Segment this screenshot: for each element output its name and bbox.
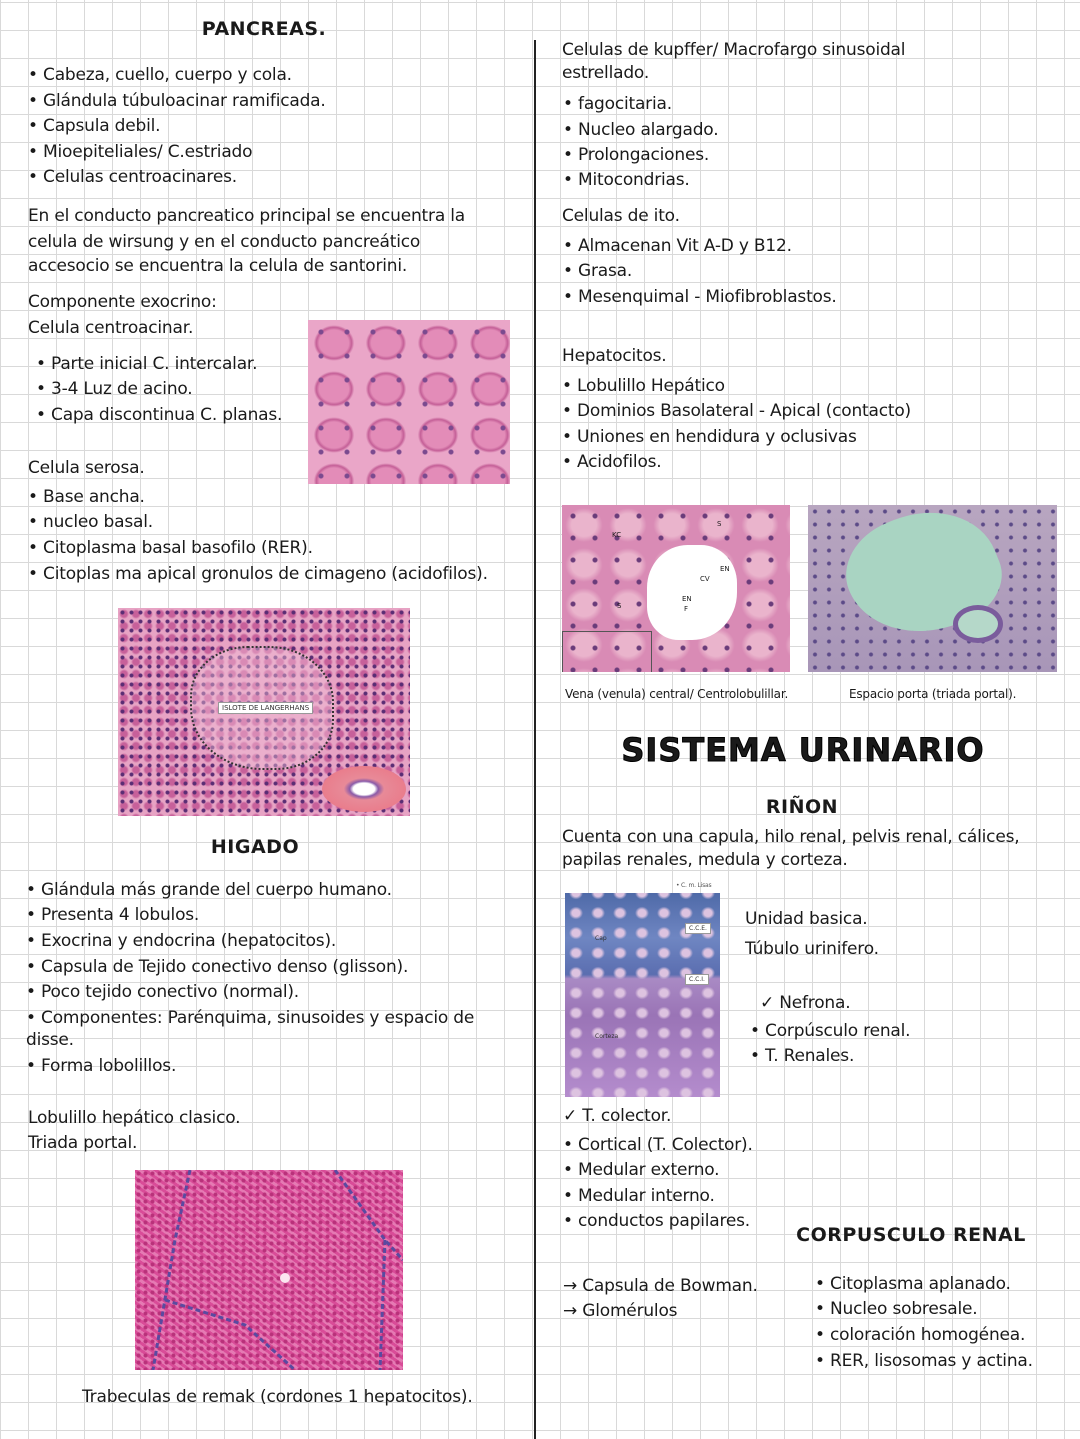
hepatocitos-bullet: • Dominios Basolateral - Apical (contacto) bbox=[562, 401, 911, 421]
colector-bullet: • Medular externo. bbox=[563, 1160, 720, 1180]
portal-space-caption: Espacio porta (triada portal). bbox=[849, 687, 1017, 701]
unidad-text: Unidad basica. bbox=[745, 909, 868, 929]
kupffer-bullet: • Prolongaciones. bbox=[563, 145, 710, 165]
pancreas-bullet: • Celulas centroacinares. bbox=[28, 167, 237, 187]
s-label: S bbox=[717, 520, 722, 528]
lobule-outline bbox=[135, 1170, 403, 1370]
centroacinar-title: Celula centroacinar. bbox=[28, 318, 194, 338]
kc-label: KC bbox=[612, 531, 622, 539]
s-label: S bbox=[617, 602, 622, 610]
colector-bullet: • Medular interno. bbox=[563, 1186, 715, 1206]
lobulillo-text: Lobulillo hepático clasico. bbox=[28, 1108, 241, 1128]
central-vein-caption: Vena (venula) central/ Centrolobulillar. bbox=[565, 687, 789, 701]
f-label: F bbox=[684, 605, 689, 613]
ito-bullet: • Grasa. bbox=[563, 261, 633, 281]
kupffer-title: Celulas de kupffer/ Macrofargo sinusoidal bbox=[562, 40, 906, 60]
cap-label: Cap bbox=[595, 935, 607, 942]
kupffer-title: estrellado. bbox=[562, 63, 650, 83]
central-vein-micrograph bbox=[562, 505, 790, 672]
kupffer-bullet: • fagocitaria. bbox=[563, 94, 672, 114]
pancreas-bullet: • Cabeza, cuello, cuerpo y cola. bbox=[28, 65, 292, 85]
higado-bullet: • Exocrina y endocrina (hepatocitos). bbox=[26, 931, 337, 951]
duct-structure bbox=[322, 766, 406, 812]
hepatocitos-bullet: • Acidofilos. bbox=[562, 452, 662, 472]
corpusculo-bullet: • Citoplasma aplanado. bbox=[815, 1274, 1011, 1294]
pancreas-bullet: • Capsula debil. bbox=[28, 116, 161, 136]
cml-label: • C. m. Lisas bbox=[676, 882, 712, 889]
pancreas-paragraph: En el conducto pancreatico principal se encuentra la bbox=[28, 206, 465, 226]
nefrona-text: ✓ Nefrona. bbox=[760, 993, 851, 1013]
corpusculo-bullet: • Nucleo sobresale. bbox=[815, 1299, 978, 1319]
serosa-bullet: • Citoplas ma apical gronulos de cimageno (acidofilos). bbox=[28, 564, 488, 584]
column-divider bbox=[534, 40, 536, 1439]
centroacinar-bullet: • 3-4 Luz de acino. bbox=[36, 379, 193, 399]
pancreas-bullet: • Glándula túbuloacinar ramificada. bbox=[28, 91, 326, 111]
centroacinar-micrograph bbox=[308, 320, 510, 484]
inset-box bbox=[562, 631, 652, 672]
triada-text: Triada portal. bbox=[28, 1133, 138, 1153]
tubulo-text: Túbulo urinifero. bbox=[745, 939, 879, 959]
cce-label: C.C.E. bbox=[685, 923, 711, 934]
kidney-micrograph bbox=[565, 893, 720, 1097]
ito-bullet: • Almacenan Vit A-D y B12. bbox=[563, 236, 792, 256]
ito-bullet: • Mesenquimal - Miofibroblastos. bbox=[563, 287, 837, 307]
ito-title: Celulas de ito. bbox=[562, 206, 680, 226]
pancreas-paragraph: celula de wirsung y en el conducto pancreático bbox=[28, 232, 421, 252]
higado-bullet: • Presenta 4 lobulos. bbox=[26, 905, 200, 925]
cci-label: C.C.I. bbox=[685, 974, 709, 985]
kupffer-bullet: • Nucleo alargado. bbox=[563, 120, 719, 140]
higado-bullet: • Poco tejido conectivo (normal). bbox=[26, 982, 300, 1002]
rinon-intro: papilas renales, medula y corteza. bbox=[562, 850, 848, 870]
higado-bullet-continuation: disse. bbox=[26, 1030, 74, 1050]
nefrona-bullet: • Corpúsculo renal. bbox=[750, 1021, 911, 1041]
kupffer-bullet: • Mitocondrias. bbox=[563, 170, 690, 190]
rinon-title: RIÑON bbox=[765, 796, 839, 818]
cv-label: CV bbox=[700, 575, 710, 583]
hepatocitos-bullet: • Lobulillo Hepático bbox=[562, 376, 725, 396]
higado-bullet: • Glándula más grande del cuerpo humano. bbox=[26, 880, 392, 900]
colector-text: ✓ T. colector. bbox=[563, 1106, 672, 1126]
higado-bullet: • Forma lobolillos. bbox=[26, 1056, 177, 1076]
higado-bullet: • Componentes: Parénquima, sinusoides y espacio de bbox=[26, 1008, 475, 1028]
serosa-title: Celula serosa. bbox=[28, 458, 145, 478]
higado-title: HIGADO bbox=[210, 836, 300, 858]
serosa-bullet: • Citoplasma basal basofilo (RER). bbox=[28, 538, 313, 558]
islet-label: ISLOTE DE LANGERHANS bbox=[218, 702, 313, 714]
urinario-title: SISTEMA URINARIO bbox=[621, 731, 985, 769]
portal-space-micrograph bbox=[808, 505, 1057, 672]
serosa-bullet: • Base ancha. bbox=[28, 487, 145, 507]
serosa-bullet: • nucleo basal. bbox=[28, 512, 153, 532]
central-vein-lumen bbox=[647, 545, 737, 640]
pancreas-bullet: • Mioepiteliales/ C.estriado bbox=[28, 142, 253, 162]
pancreas-paragraph: accesocio se encuentra la celula de santorini. bbox=[28, 256, 408, 276]
en-label: EN bbox=[720, 565, 730, 573]
corpusculo-arrow-item: → Glomérulos bbox=[563, 1301, 678, 1321]
centroacinar-bullet: • Parte inicial C. intercalar. bbox=[36, 354, 258, 374]
corteza-label: Corteza bbox=[595, 1033, 619, 1040]
lobule-micrograph bbox=[135, 1170, 403, 1370]
lobule-caption: Trabeculas de remak (cordones 1 hepatocitos). bbox=[82, 1387, 473, 1407]
corpusculo-bullet: • coloración homogénea. bbox=[815, 1325, 1026, 1345]
en-label: EN bbox=[682, 595, 692, 603]
nefrona-bullet: • T. Renales. bbox=[750, 1046, 855, 1066]
bile-duct bbox=[953, 605, 1003, 643]
corpusculo-bullet: • RER, lisosomas y actina. bbox=[815, 1351, 1033, 1371]
colector-bullet: • Cortical (T. Colector). bbox=[563, 1135, 753, 1155]
pancreas-title: PANCREAS. bbox=[201, 18, 327, 40]
exocrine-title: Componente exocrino: bbox=[28, 292, 217, 312]
rinon-intro: Cuenta con una capula, hilo renal, pelvis renal, cálices, bbox=[562, 827, 1020, 847]
colector-bullet: • conductos papilares. bbox=[563, 1211, 750, 1231]
corpusculo-title: CORPUSCULO RENAL bbox=[796, 1224, 1026, 1246]
corpusculo-arrow-item: → Capsula de Bowman. bbox=[563, 1276, 758, 1296]
islet-micrograph bbox=[118, 608, 410, 816]
centroacinar-bullet: • Capa discontinua C. planas. bbox=[36, 405, 283, 425]
higado-bullet: • Capsula de Tejido conectivo denso (glisson). bbox=[26, 957, 409, 977]
hepatocitos-bullet: • Uniones en hendidura y oclusivas bbox=[562, 427, 857, 447]
hepatocitos-title: Hepatocitos. bbox=[562, 346, 667, 366]
